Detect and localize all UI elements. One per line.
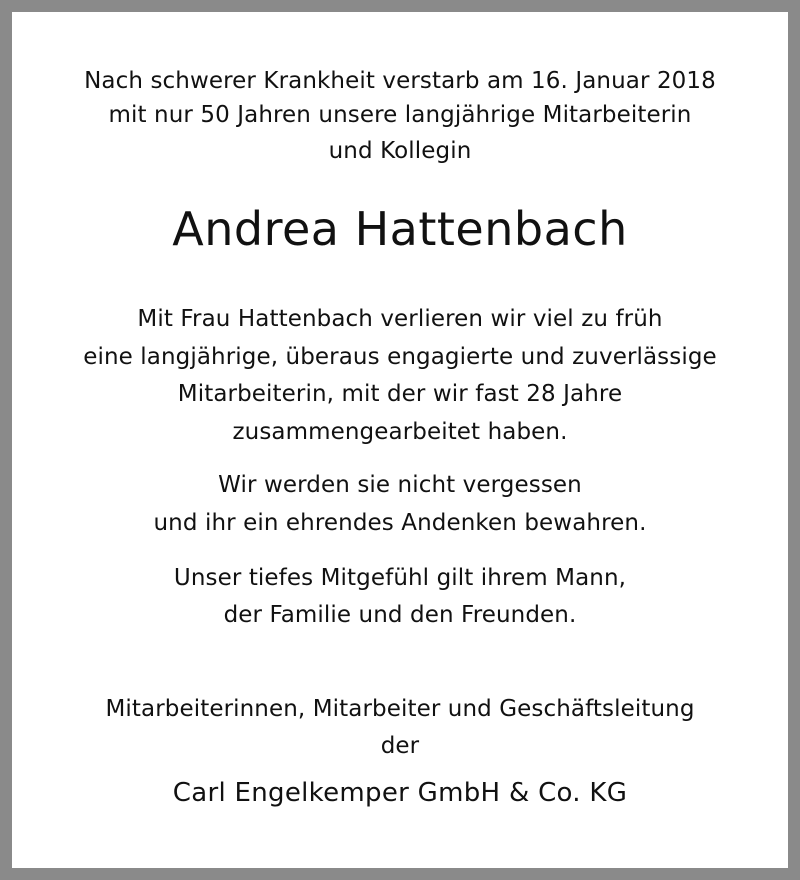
signature-line-2: der	[380, 733, 420, 759]
tribute-line-1: Mit Frau Hattenbach verlieren wir viel zu früh	[137, 306, 663, 332]
memory-line-2: und ihr ein ehrendes Andenken bewahren.	[153, 510, 647, 536]
intro-line-2: mit nur 50 Jahren unsere langjährige Mitarbeiterin	[108, 102, 692, 128]
tribute-line-2: eine langjährige, überaus engagierte und zuverlässige	[83, 344, 717, 370]
memory-line-1: Wir werden sie nicht vergessen	[218, 472, 582, 498]
tribute-line-3: Mitarbeiterin, mit der wir fast 28 Jahre	[177, 381, 623, 407]
intro-line-3: und Kollegin	[328, 138, 472, 164]
deceased-name: Andrea Hattenbach	[172, 202, 628, 256]
condolence-line-2: der Familie und den Freunden.	[223, 602, 577, 628]
tribute-line-4: zusammengearbeitet haben.	[232, 419, 568, 445]
signature-line-1: Mitarbeiterinnen, Mitarbeiter und Geschäftsleitung	[105, 696, 695, 722]
company-name: Carl Engelkemper GmbH & Co. KG	[172, 778, 628, 808]
condolence-line-1: Unser tiefes Mitgefühl gilt ihrem Mann,	[173, 565, 627, 591]
intro-line-1: Nach schwerer Krankheit verstarb am 16. Januar 2018	[84, 68, 716, 94]
